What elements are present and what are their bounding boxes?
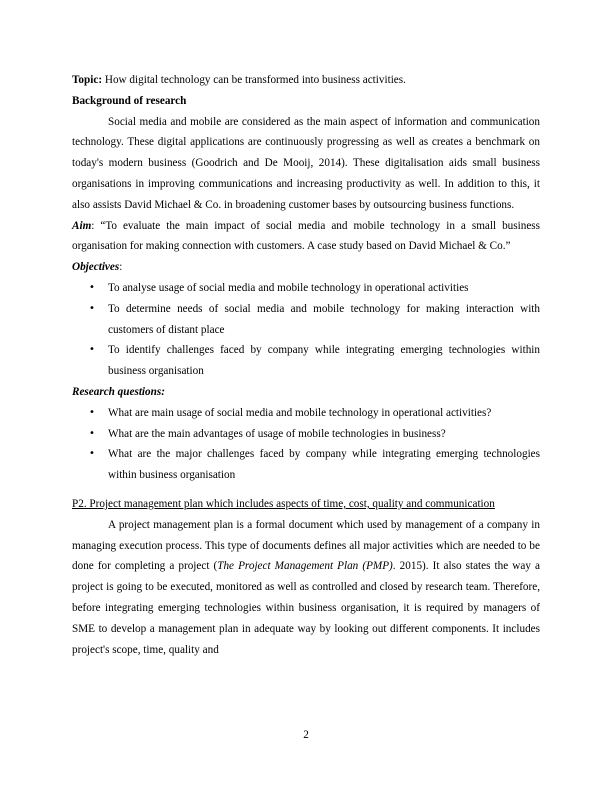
list-item: [72, 403, 540, 424]
bullet-icon: •: [89, 406, 95, 418]
page-number: 2: [303, 729, 309, 741]
bullet-icon: •: [89, 344, 95, 356]
p2-paragraph-end: . 2015). It also states the way a project is going to be executed, monitored as well as controlled and closed by research team. Therefore, before integrating emerging technologies within business organisation, it is required by managers of SME to develop a management plan in adequate way by looking out different components. It includes project's scope, time, quality and: [72, 560, 540, 656]
research-questions-label: Research questions:: [72, 385, 165, 398]
objectives-colon: :: [119, 261, 123, 274]
question-text: What are the major challenges faced by company while integrating emerging technologies within business organisation: [108, 448, 540, 482]
topic-text: How digital technology can be transformed into business activities.: [102, 74, 406, 86]
objective-text: To determine needs of social media and mobile technology for making interaction with customers of distant place: [108, 302, 540, 336]
objectives-list: [72, 278, 540, 382]
bullet-icon: •: [89, 427, 95, 439]
list-item: [72, 340, 540, 382]
background-heading-text: Background of research: [72, 94, 187, 107]
background-heading: [72, 91, 540, 112]
list-item: [72, 299, 540, 341]
aim-paragraph: [72, 216, 540, 258]
question-text: What are main usage of social media and mobile technology in operational activities?: [108, 406, 492, 419]
list-item: [72, 278, 540, 299]
aim-text: : “To evaluate the main impact of social media and mobile technology in a small business organisation for making connection with customers. A case study based on David Michael & Co.”: [72, 219, 540, 253]
p2-paragraph: [72, 515, 540, 661]
objectives-heading: [72, 257, 540, 278]
document-page: [72, 70, 540, 660]
objective-text: To identify challenges faced by company while integrating emerging technologies within business organisation: [108, 344, 540, 378]
p2-citation-title: The Project Management Plan (PMP): [217, 560, 393, 573]
topic-line: [72, 70, 540, 91]
background-paragraph: Social media and mobile are considered as the main aspect of information and communication technology. These digital applications are continuously progressing as well as creates a benchmark on today's modern business (Goodrich and De Mooij, 2014). These digitalisation aids small business organisations in improving communications and increasing productivity as well. In addition to this, it also assists David Michael & Co. in broadening customer bases by outsourcing business functions.: [72, 115, 540, 211]
list-item: [72, 444, 540, 486]
p2-paragraph-start: A project management plan is a formal document which used by management of a company in managing execution process. This type of documents defines all major activities which are needed to be done for completing a project (: [72, 518, 540, 573]
topic-label: Topic:: [72, 74, 103, 86]
bullet-icon: •: [89, 448, 95, 460]
objectives-label: Objectives: [72, 261, 120, 274]
question-text: What are the main advantages of usage of mobile technologies in business?: [108, 427, 446, 440]
research-questions-list: [72, 403, 540, 486]
research-questions-heading: [72, 382, 540, 403]
p2-heading: P2. Project management plan which includes aspects of time, cost, quality and communication: [72, 497, 495, 510]
objective-text: To analyse usage of social media and mobile technology in operational activities: [108, 281, 469, 294]
bullet-icon: •: [89, 302, 95, 314]
bullet-icon: •: [89, 281, 95, 293]
list-item: [72, 424, 540, 445]
aim-label: Aim: [72, 219, 92, 232]
